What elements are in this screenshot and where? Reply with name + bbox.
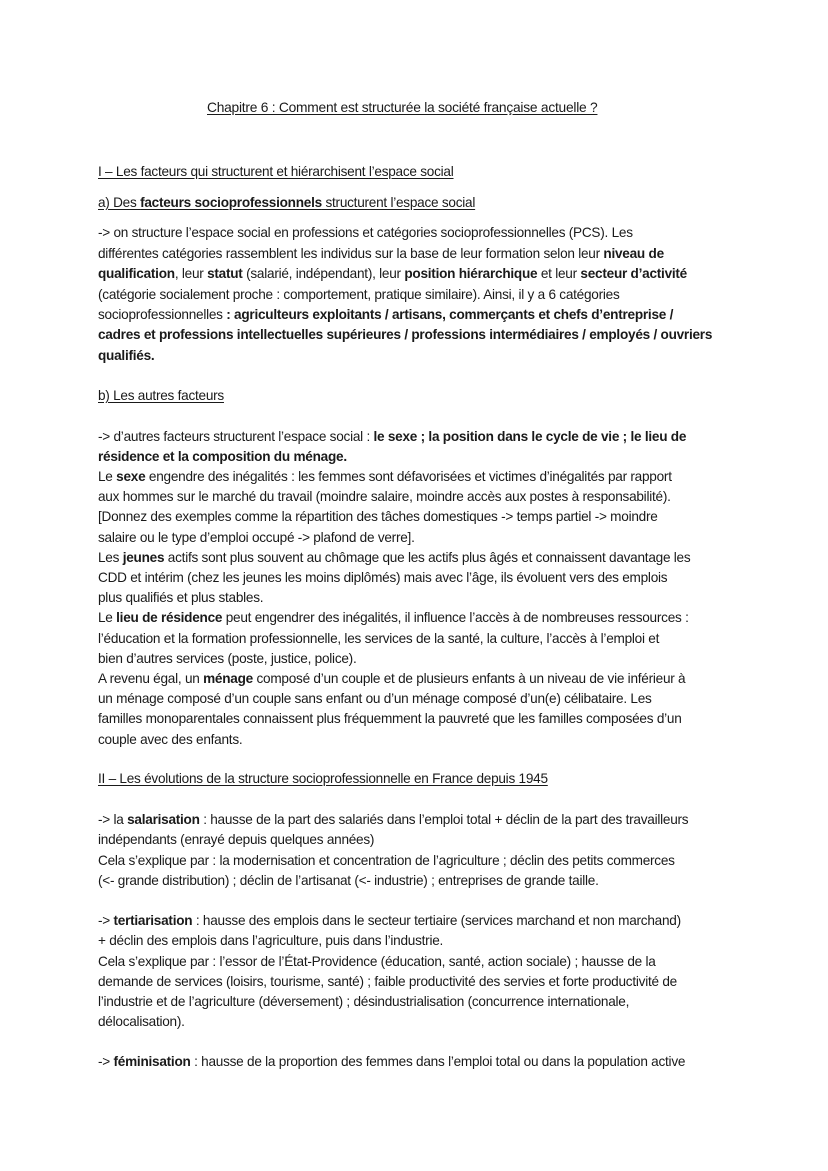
text: a) Des [98,195,141,210]
bold-text: jeunes [122,550,165,565]
text: b) Les autres facteurs [98,388,224,403]
text-line [98,507,658,527]
text-line [98,730,242,750]
text-line [98,305,673,325]
bold-text: cadres et professions intellectuelles supérieures / professions intermédiaires / employés / ouvriers [98,327,713,342]
text: + déclin des emplois dans l’agriculture, puis dans l’industrie. [98,933,444,948]
text: -> [98,1054,114,1069]
text-line [98,952,656,972]
bold-text: salarisation [127,812,200,827]
text: Le [98,469,117,484]
text-line [98,709,682,729]
bold-text: féminisation [113,1054,191,1069]
bold-text: secteur d’activité [580,266,687,281]
text: actifs sont plus souvent au chômage que les actifs plus âgés et connaissent davantage les [164,550,691,565]
section-heading [98,162,454,182]
chapter-title: Chapitre 6 : Comment est structurée la société française actuelle ? [207,100,598,115]
bold-text: qualifiés. [98,348,155,363]
text: : hausse de la proportion des femmes dans l’emploi total ou dans la population active [190,1054,686,1069]
bold-text: tertiarisation [113,913,193,928]
text-line [98,264,687,284]
text: l’éducation et la formation professionnelle, les services de la santé, la culture, l’accès à l’emploi et [98,631,660,646]
text-line [98,223,633,243]
text: peut engendrer des inégalités, il influence l’accès à de nombreuses ressources : [222,610,689,625]
text: demande de services (loisirs, tourisme, santé) ; faible productivité des servies et forte productivité de [98,974,677,989]
bold-text: niveau de [603,246,664,261]
text-line [98,487,671,507]
text: CDD et intérim (chez les jeunes les moins diplômés) mais avec l’âge, ils évoluent vers des emplois [98,570,668,585]
text: bien d’autres services (poste, justice, police). [98,651,357,666]
bold-text: lieu de résidence [116,610,223,625]
text: -> la [98,812,128,827]
text-line [98,427,686,447]
text: (salarié, indépendant), leur [242,266,405,281]
text: structurent l’espace social [321,195,476,210]
text: [Donnez des exemples comme la répartition des tâches domestiques -> temps partiel -> moindre [98,509,658,524]
text: plus qualifiés et plus stables. [98,590,264,605]
bold-text: ménage [203,671,253,686]
bold-text: sexe [116,469,146,484]
text-line [98,285,620,305]
text: I – Les facteurs qui structurent et hiérarchisent l’espace social [98,164,454,179]
text: indépendants (enrayé depuis quelques années) [98,832,375,847]
text: A revenu égal, un [98,671,204,686]
text: un ménage composé d’un couple sans enfant ou d’un ménage composé d’un(e) célibataire. Les [98,691,652,706]
text: (catégorie socialement proche : comportement, pratique similaire). Ainsi, il y a 6 catégories [98,287,620,302]
text: engendre des inégalités : les femmes sont défavorisées et victimes d’inégalités par rapport [145,469,672,484]
text-line [98,608,689,628]
text: II – Les évolutions de la structure socioprofessionnelle en France depuis 1945 [98,771,548,786]
text-line [98,325,712,345]
text-line [98,851,675,871]
subsection-heading [98,193,475,213]
text: : hausse des emplois dans le secteur tertiaire (services marchand et non marchand) [192,913,681,928]
text: aux hommes sur le marché du travail (moindre salaire, moindre accès aux postes à responsabilité). [98,489,671,504]
text-line [98,830,374,850]
section-heading [98,769,548,789]
text: et leur [537,266,581,281]
bold-text: : agriculteurs exploitants / artisans, commerçants et chefs d’entreprise / [226,307,674,322]
text: Le [98,610,117,625]
bold-text: résidence et la composition du ménage. [98,449,347,464]
text: Cela s’explique par : la modernisation et concentration de l’agriculture ; déclin des petits commerces [98,853,675,868]
text: Cela s’explique par : l’essor de l’État-Providence (éducation, santé, action sociale) ; hausse de la [98,954,656,969]
text-line [98,669,685,689]
text: différentes catégories rassemblent les individus sur la base de leur formation selon leur [98,246,604,261]
subsection-heading [98,386,224,406]
text-line [98,528,415,548]
text-line [98,447,347,467]
text-line [98,346,154,366]
bold-text: statut [207,266,243,281]
text: -> [98,913,114,928]
text: (<- grande distribution) ; déclin de l’artisanat (<- industrie) ; entreprises de grande taille. [98,873,599,888]
text: couple avec des enfants. [98,732,243,747]
text-line [98,911,681,931]
text-line [98,568,667,588]
text: -> d’autres facteurs structurent l’espace social : [98,429,374,444]
text-line [98,649,357,669]
text-line [98,629,659,649]
text: l’industrie et de l’agriculture (déversement) ; désindustrialisation (concurrence internationale, [98,994,630,1009]
text-line [98,871,599,891]
text: , leur [174,266,208,281]
text: délocalisation). [98,1014,185,1029]
text-line [98,992,629,1012]
text-line [98,244,664,264]
bold-text: le sexe ; la position dans le cycle de vie ; le lieu de [373,429,687,444]
text-line [98,810,688,830]
text: composé d’un couple et de plusieurs enfants à un niveau de vie inférieur à [252,671,686,686]
text: salaire ou le type d’emploi occupé -> plafond de verre]. [98,530,415,545]
bold-text: position hiérarchique [404,266,538,281]
text: : hausse de la part des salariés dans l’emploi total + déclin de la part des travailleurs [199,812,689,827]
text-line [98,1052,685,1072]
text: socioprofessionnelles [98,307,227,322]
text: -> on structure l’espace social en professions et catégories socioprofessionnelles (PCS). Les [98,225,633,240]
text-line [98,588,263,608]
text: Les [98,550,123,565]
text-line [98,467,672,487]
text-line [98,689,652,709]
bold-text: qualification [98,266,175,281]
text-line [98,972,677,992]
text-line [98,548,690,568]
bold-text: facteurs socioprofessionnels [140,195,322,210]
text-line [98,1012,185,1032]
text-line [98,931,443,951]
text: familles monoparentales connaissent plus fréquemment la pauvreté que les familles composées d’un [98,711,682,726]
